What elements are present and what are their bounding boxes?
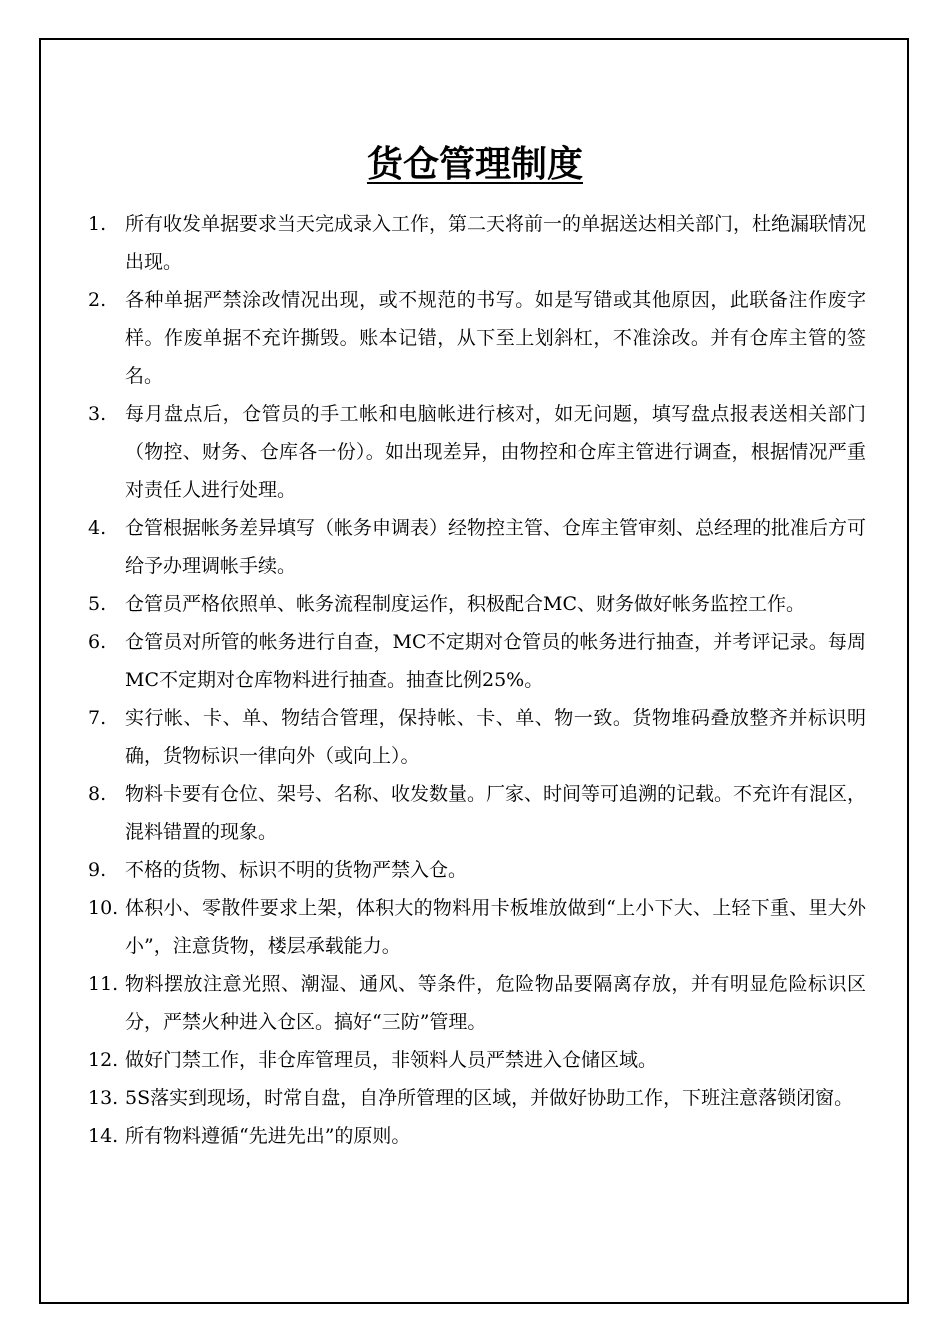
rule-number: 7. <box>88 707 107 729</box>
rule-text: 物料卡要有仓位、架号、名称、收发数量。厂家、时间等可追溯的记载。不充许有混区，混料错置的现象。 <box>125 783 867 843</box>
rule-number: 4. <box>88 517 107 539</box>
rule-text: 实行帐、卡、单、物结合管理，保持帐、卡、单、物一致。货物堆码叠放整齐并标识明确，货物标识一律向外（或向上）。 <box>125 707 866 767</box>
rule-text: 做好门禁工作，非仓库管理员，非领料人员严禁进入仓储区域。 <box>125 1049 658 1071</box>
rule-item <box>88 1041 866 1079</box>
rule-item <box>88 775 866 851</box>
rule-number: 12. <box>88 1049 119 1071</box>
rule-item <box>88 1117 866 1155</box>
rule-number: 6. <box>88 631 107 653</box>
rule-text: 仓管根据帐务差异填写（帐务申调表）经物控主管、仓库主管审刻、总经理的批准后方可给予办理调帐手续。 <box>125 517 867 577</box>
rule-item <box>88 585 866 623</box>
rule-item <box>88 965 866 1041</box>
rule-item <box>88 1079 866 1117</box>
rule-text: 每月盘点后，仓管员的手工帐和电脑帐进行核对，如无问题，填写盘点报表送相关部门（物控、财务、仓库各一份）。如出现差异，由物控和仓库主管进行调查，根据情况严重对责任人进行处理。 <box>125 403 866 501</box>
rule-text: 物料摆放注意光照、潮湿、通风、等条件，危险物品要隔离存放，并有明显危险标识区分，严禁火种进入仓区。搞好“三防”管理。 <box>125 973 866 1033</box>
rule-item <box>88 889 866 965</box>
rule-number: 2. <box>88 289 107 311</box>
rule-text: 不格的货物、标识不明的货物严禁入仓。 <box>125 859 468 881</box>
rule-item <box>88 205 866 281</box>
rule-number: 1. <box>88 213 107 235</box>
rule-text: 体积小、零散件要求上架，体积大的物料用卡板堆放做到“上小下大、上轻下重、里大外小”，注意货物，楼层承载能力。 <box>125 897 866 957</box>
rule-number: 13. <box>88 1087 119 1109</box>
rule-item <box>88 851 866 889</box>
rule-number: 11. <box>88 973 119 995</box>
document-title <box>0 142 950 188</box>
rule-text: 所有收发单据要求当天完成录入工作，第二天将前一的单据送达相关部门，杜绝漏联情况出现。 <box>125 213 867 273</box>
rule-item <box>88 623 866 699</box>
rule-text: 5S落实到现场，时常自盘，自净所管理的区域，并做好协助工作，下班注意落锁闭窗。 <box>125 1087 854 1109</box>
rule-number: 9. <box>88 859 107 881</box>
rule-number: 14. <box>88 1125 119 1147</box>
rule-item <box>88 509 866 585</box>
rule-item <box>88 281 866 395</box>
rule-text: 所有物料遵循“先进先出”的原则。 <box>125 1125 411 1147</box>
rule-text: 仓管员对所管的帐务进行自查，MC不定期对仓管员的帐务进行抽查，并考评记录。每周MC不定期对仓库物料进行抽查。抽查比例25%。 <box>125 631 866 691</box>
rule-number: 5. <box>88 593 107 615</box>
rule-number: 3. <box>88 403 107 425</box>
document-title-text: 货仓管理制度 <box>366 144 583 186</box>
rule-number: 10. <box>88 897 119 919</box>
rule-text: 仓管员严格依照单、帐务流程制度运作，积极配合MC、财务做好帐务监控工作。 <box>125 593 805 615</box>
rules-list <box>88 205 866 1155</box>
rule-item <box>88 395 866 509</box>
rule-item <box>88 699 866 775</box>
rule-number: 8. <box>88 783 107 805</box>
rule-text: 各种单据严禁涂改情况出现，或不规范的书写。如是写错或其他原因，此联备注作废字样。作废单据不充许撕毁。账本记错，从下至上划斜杠，不准涂改。并有仓库主管的签名。 <box>125 289 866 387</box>
